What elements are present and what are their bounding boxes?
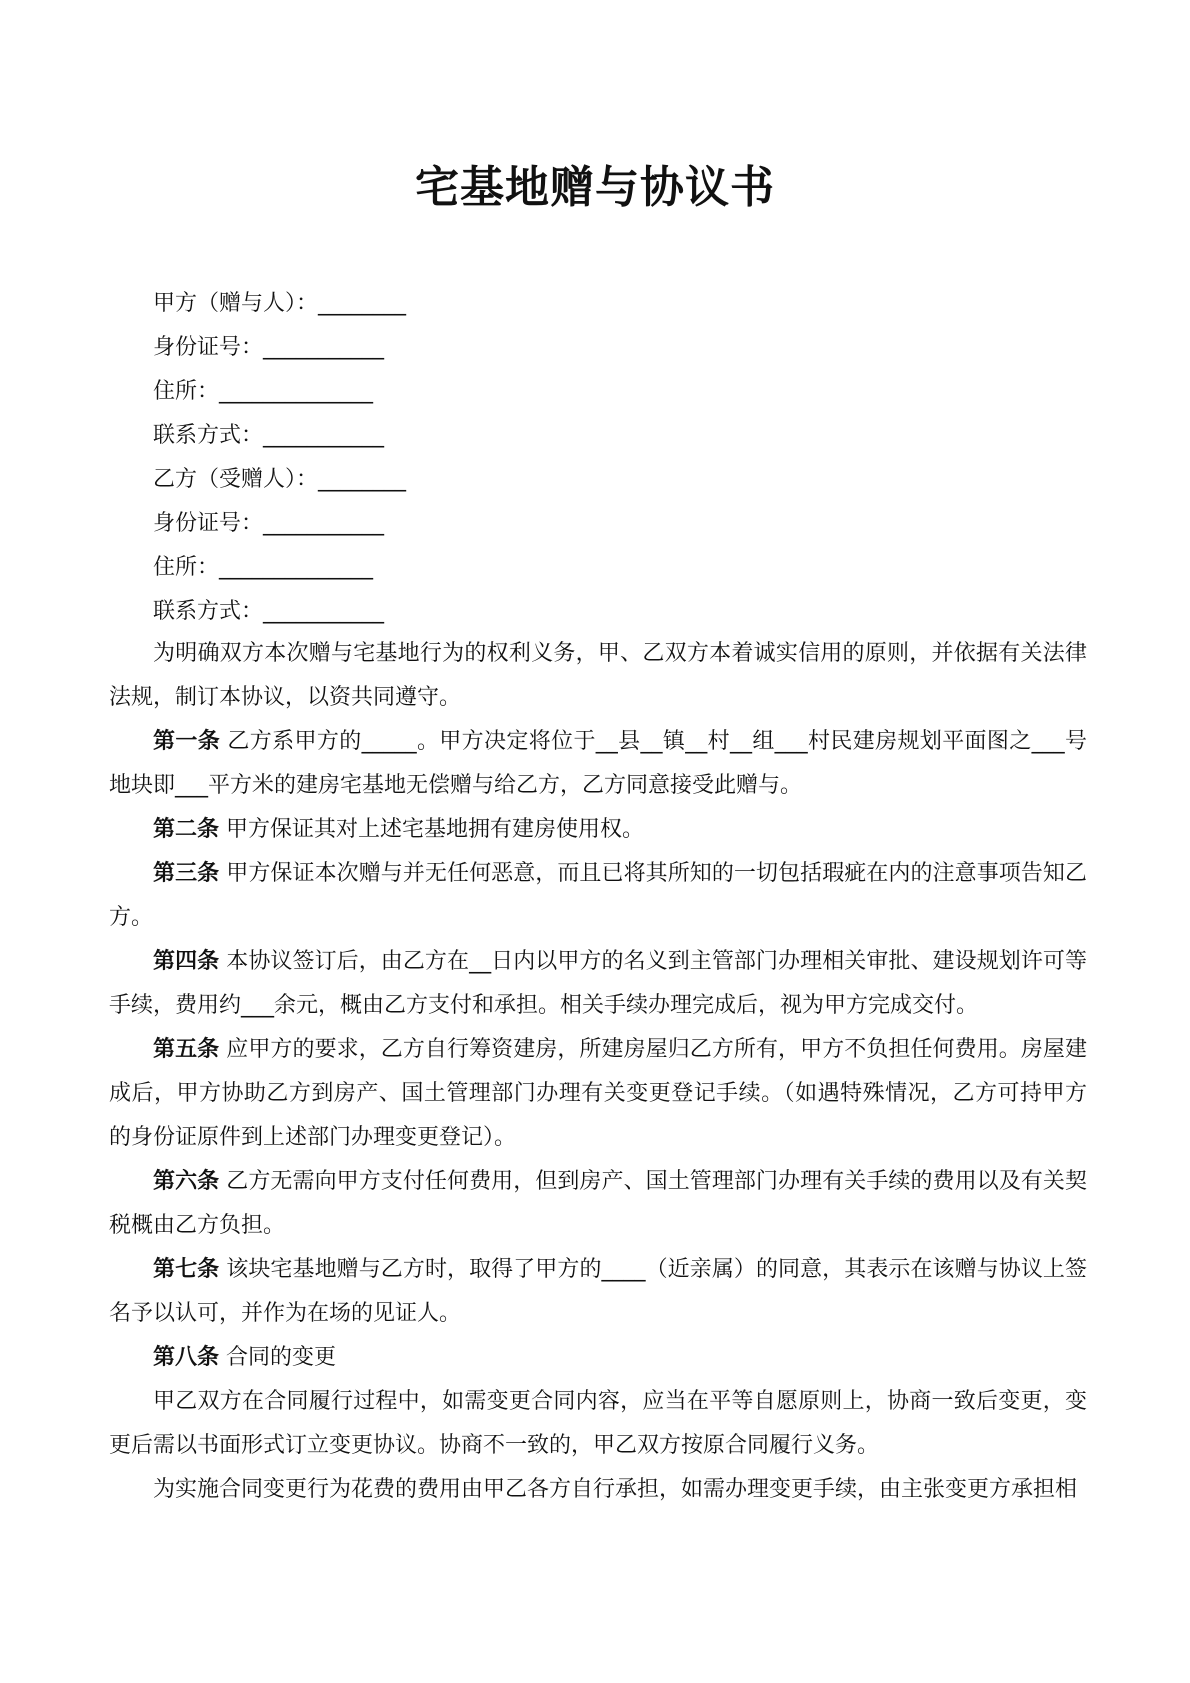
- preamble-paragraph: 为明确双方本次赠与宅基地行为的权利义务，甲、乙双方本着诚实信用的原则，并依据有关法律法规，制订本协议，以资共同遵守。: [109, 641, 1087, 710]
- article-8-label: 第八条: [153, 1345, 220, 1370]
- article-3-label: 第三条: [153, 861, 220, 886]
- article-1-text: 乙方系甲方的_____。甲方决定将位于__县__镇__村__组___村民建房规划平面图之___号地块即___平方米的建房宅基地无偿赠与给乙方，乙方同意接受此赠与。: [109, 729, 1087, 798]
- article-4-text: 本协议签订后，由乙方在__日内以甲方的名义到主管部门办理相关审批、建设规划许可等手续，费用约___余元，概由乙方支付和承担。相关手续办理完成后，视为甲方完成交付。: [109, 949, 1087, 1018]
- article-8-text: 合同的变更: [219, 1345, 337, 1370]
- article-8-paragraph-2: 为实施合同变更行为花费的费用由甲乙各方自行承担，如需办理变更手续，由主张变更方承担相: [153, 1477, 1078, 1502]
- article-3: [109, 852, 1087, 940]
- article-5-text: 应甲方的要求，乙方自行筹资建房，所建房屋归乙方所有，甲方不负担任何费用。房屋建成后，甲方协助乙方到房产、国土管理部门办理有关变更登记手续。（如遇特殊情况，乙方可持甲方的身份证原件到上述部门办理变更登记）。: [109, 1037, 1087, 1150]
- article-4-label: 第四条: [153, 949, 220, 974]
- article-6-label: 第六条: [153, 1169, 220, 1194]
- article-2: [109, 808, 1087, 852]
- party-a-id-field: 身份证号：___________: [153, 335, 385, 360]
- article-5: [109, 1028, 1087, 1160]
- document-title: 宅基地赠与协议书: [415, 162, 775, 213]
- article-2-text: 甲方保证其对上述宅基地拥有建房使用权。: [219, 817, 645, 842]
- article-7: [109, 1248, 1087, 1336]
- article-7-text: 该块宅基地赠与乙方时，取得了甲方的____（近亲属）的同意，其表示在该赠与协议上签名予以认可，并作为在场的见证人。: [109, 1257, 1087, 1326]
- article-1: [109, 720, 1087, 808]
- party-fields: [153, 282, 1053, 634]
- article-5-label: 第五条: [153, 1037, 220, 1062]
- party-b-contact-field: 联系方式：___________: [153, 599, 385, 624]
- party-a-address-field: 住所：______________: [153, 379, 374, 404]
- article-2-label: 第二条: [153, 817, 220, 842]
- article-6: [109, 1160, 1087, 1248]
- article-6-text: 乙方无需向甲方支付任何费用，但到房产、国土管理部门办理有关手续的费用以及有关契税概由乙方负担。: [109, 1169, 1087, 1238]
- party-a-contact-field: 联系方式：___________: [153, 423, 385, 448]
- party-b-id-field: 身份证号：___________: [153, 511, 385, 536]
- article-8-paragraph-1: 甲乙双方在合同履行过程中，如需变更合同内容，应当在平等自愿原则上，协商一致后变更，变更后需以书面形式订立变更协议。协商不一致的，甲乙双方按原合同履行义务。: [109, 1389, 1087, 1458]
- article-3-text: 甲方保证本次赠与并无任何恶意，而且已将其所知的一切包括瑕疵在内的注意事项告知乙方。: [109, 861, 1087, 930]
- party-b-address-field: 住所：______________: [153, 555, 374, 580]
- agreement-body: [109, 632, 1087, 1512]
- article-8: [109, 1336, 1087, 1380]
- party-b-name-field: 乙方（受赠人）：________: [153, 467, 407, 492]
- article-4: [109, 940, 1087, 1028]
- party-a-name-field: 甲方（赠与人）：________: [153, 291, 407, 316]
- article-7-label: 第七条: [153, 1257, 220, 1282]
- article-1-label: 第一条: [153, 729, 221, 754]
